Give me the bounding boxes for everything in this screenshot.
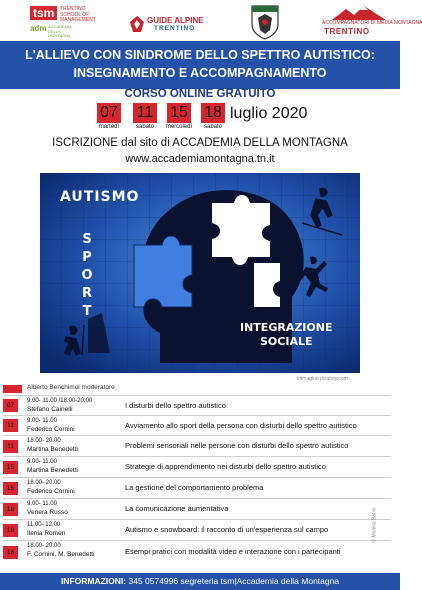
footer-contact[interactable]: 345 0574996 segreteria tsm|Accademia della Montagna <box>126 576 340 586</box>
session-date: 15 <box>3 482 18 495</box>
word-sociale: SOCIALE <box>260 335 313 348</box>
session-row <box>3 395 391 415</box>
session-speaker: Venera Russo <box>27 509 68 516</box>
session-speaker: Ilenia Romeri <box>27 530 66 537</box>
website-link[interactable]: www.accademiamontagna.tn.it <box>125 153 275 165</box>
logo-bar <box>0 0 422 40</box>
date-number: 18 <box>201 103 225 123</box>
puzzle-head-illustration <box>40 173 360 373</box>
word-autismo: AUTISMO <box>60 189 140 205</box>
guide-alpine-icon <box>130 16 144 32</box>
session-row <box>3 498 391 519</box>
session-row <box>3 540 391 563</box>
moderator-row <box>3 383 391 395</box>
session-date: 18 <box>3 524 18 537</box>
guide-alpine-logo <box>130 16 210 38</box>
guide-subtitle: TRENTINO <box>154 25 196 32</box>
shield-icon <box>250 4 280 40</box>
date-day: martedì <box>98 124 120 130</box>
tsm-mark: tsm <box>30 6 57 20</box>
session-topic: La gestione del comportamento problema <box>125 483 264 492</box>
session-topic: Avviamento allo sport della persona con disturbi dello spettro autistico <box>125 420 357 430</box>
session-speaker: Federico Cornini <box>27 426 75 433</box>
word-integrazione: INTEGRAZIONE <box>240 321 333 334</box>
date-number: 07 <box>97 103 121 123</box>
info-footer <box>0 573 400 590</box>
session-row <box>3 456 391 477</box>
session-date: 11 <box>3 419 18 432</box>
session-topic: Strategie di apprendimento nei disturbi dello spettro autistico <box>125 462 326 471</box>
accompagnatori-logo <box>322 6 422 38</box>
session-row <box>3 435 391 456</box>
photo-credit-text: © Monika Batini <box>371 507 378 543</box>
session-topic: Autismo e snowboard: il racconto di un'esperienza sul campo <box>125 525 329 534</box>
session-date: 18 <box>3 546 18 559</box>
session-date: 07 <box>3 399 18 412</box>
session-speaker: Federico Cornini <box>27 488 75 495</box>
session-topic: Problemi sensoriali nelle persone con disturbi dello spettro autistico <box>125 441 349 450</box>
date-item <box>97 103 125 130</box>
date-number: 11 <box>133 103 157 123</box>
session-time: 11.00- 12.00 <box>27 522 61 528</box>
moderator-text: Alberto Benchimol moderatore <box>27 384 115 391</box>
date-day: mercoledì <box>165 124 193 130</box>
mountain-icon <box>332 6 386 20</box>
session-date: 15 <box>3 461 18 474</box>
session-row <box>3 519 391 540</box>
registration-text: ISCRIZIONE dal sito di ACCADEMIA DELLA MONTAGNA <box>52 137 348 149</box>
session-row <box>3 415 391 435</box>
session-time: 9.00- 11.00 <box>27 459 57 465</box>
date-item <box>167 103 195 130</box>
word-sport: S P O R T <box>81 232 93 319</box>
acc-title: ACCOMPAGNATORI DI MEDIA MONTAGNA <box>322 20 422 26</box>
session-time: 9.00- 11.00 <box>27 501 57 507</box>
session-topic: Esempi pratici con modalità video e interazione con i partecipanti <box>125 547 341 556</box>
date-item <box>201 103 229 130</box>
tsm-logo <box>30 6 100 38</box>
session-topic: I disturbi dello spettro autistico <box>125 400 226 410</box>
title-line-2: INSEGNAMENTO E ACCOMPAGNAMENTO <box>73 66 327 80</box>
session-date: 18 <box>3 503 18 516</box>
acc-subtitle: TRENTINO <box>324 27 370 36</box>
dates-row <box>97 103 317 133</box>
date-item <box>133 103 161 130</box>
session-time: 9.00- 11.00 <box>27 418 57 424</box>
session-date: 11 <box>3 440 18 453</box>
title-line-1: L'ALLIEVO CON SINDROME DELLO SPETTRO AUTISTICO: <box>25 48 375 62</box>
footer-label: INFORMAZIONI: <box>60 576 127 586</box>
tsm-text: TRENTINO SCHOOL OF MANAGEMENT <box>60 6 96 23</box>
session-time: 18.00- 20.00 <box>27 480 61 486</box>
session-speaker: Martina Benedetti <box>27 446 78 453</box>
adm-mark: adm <box>30 24 47 33</box>
date-day: sabato <box>135 124 154 130</box>
moderator-marker <box>3 385 22 393</box>
guide-title: GUIDE ALPINE <box>147 16 204 25</box>
date-number: 15 <box>167 103 191 123</box>
photo-credit <box>371 488 399 568</box>
session-speaker: Martina Benedetti <box>27 467 78 474</box>
session-row <box>3 477 391 498</box>
session-time: 18.00- 20.00 <box>27 543 61 549</box>
session-speaker: Stefano Cainelli <box>27 406 73 413</box>
title-banner <box>0 41 400 89</box>
session-time: 9.00- 11.00 /18.00-20.00 <box>27 398 93 404</box>
date-day: sabato <box>203 124 222 130</box>
session-topic: La comunicazione aumentativa <box>125 504 229 513</box>
image-credit: immagine pixabay.com <box>297 376 348 382</box>
course-label: CORSO ONLINE GRATUITO <box>124 88 276 100</box>
session-speaker: F. Cornini, M. Benedetti <box>27 551 95 558</box>
ski-school-logo <box>250 4 280 40</box>
month-year: luglio 2020 <box>230 105 308 122</box>
session-time: 18.00- 20.00 <box>27 438 61 444</box>
adm-text: ACCADEMIA DELLA MONTAGNA <box>48 24 72 38</box>
